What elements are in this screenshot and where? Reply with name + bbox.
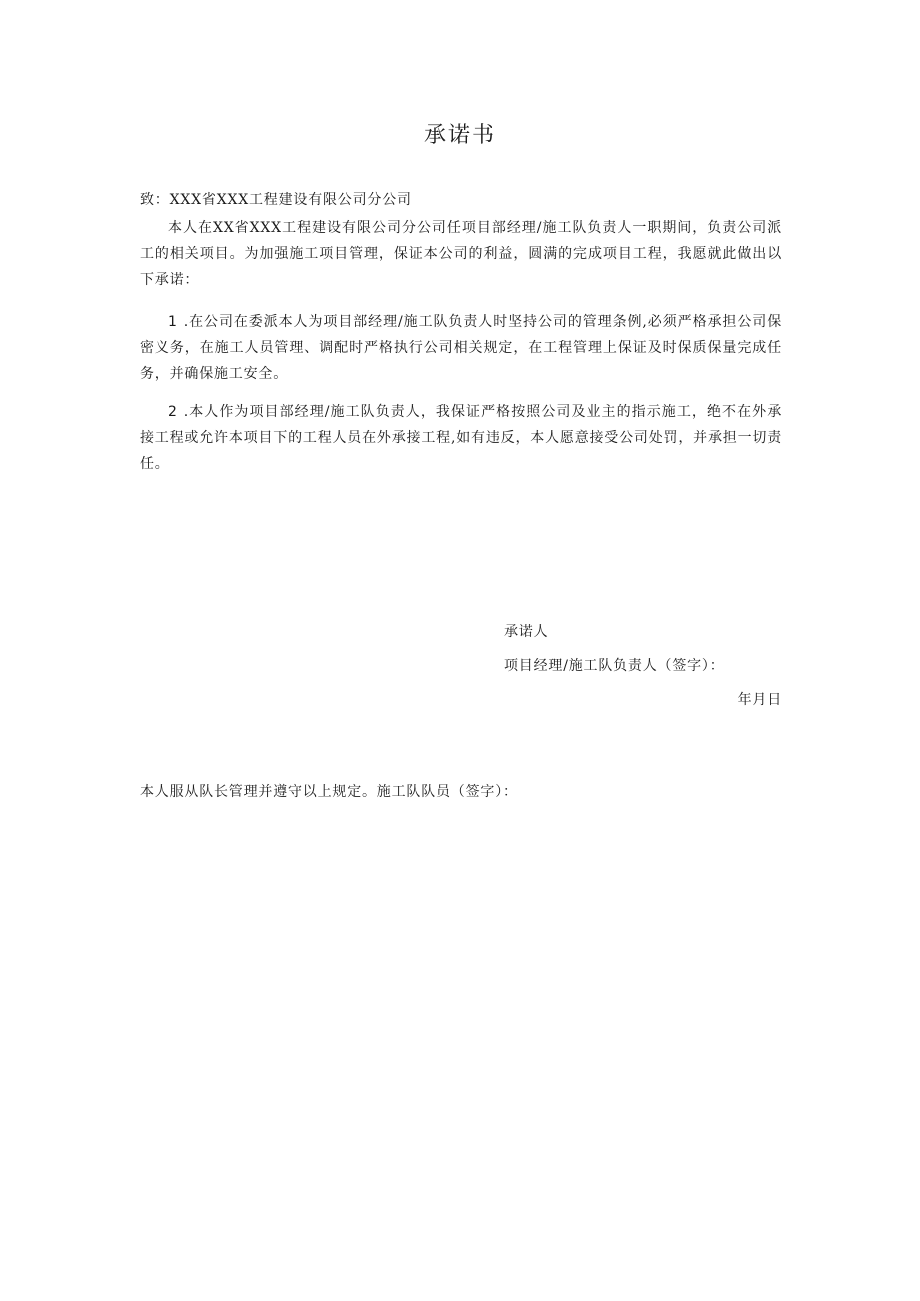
item-number: 1 <box>168 314 178 330</box>
addressee-line: 致：XXX省XXX工程建设有限公司分公司 <box>140 192 412 208</box>
commitment-item-1 <box>140 309 782 387</box>
manager-signature-label: 项目经理/施工队负责人（签字）： <box>504 658 725 674</box>
item-text: .在公司在委派本人为项目部经理/施工队负责人时坚持公司的管理条例,必须严格承担公司保密义务，在施工人员管理、调配时严格执行公司相关规定，在工程管理上保证及时保质保量完成任务，并确保施工安全。 <box>140 314 782 382</box>
commitment-item-2 <box>140 399 782 477</box>
date-label: 年月日 <box>737 692 782 708</box>
item-number: 2 <box>168 404 178 420</box>
member-statement: 本人服从队长管理并遵守以上规定。施工队队员（签字）： <box>140 784 518 800</box>
promiser-label: 承诺人 <box>504 624 549 640</box>
intro-paragraph: 本人在XX省XXX工程建设有限公司分公司任项目部经理/施工队负责人一职期间，负责公司派工的相关项目。为加强施工项目管理，保证本公司的利益，圆满的完成项目工程，我愿就此做出以下承诺： <box>140 220 782 288</box>
item-text: .本人作为项目部经理/施工队负责人，我保证严格按照公司及业主的指示施工，绝不在外承接工程或允许本项目下的工程人员在外承接工程,如有违反，本人愿意接受公司处罚，并承担一切责任。 <box>140 404 782 472</box>
document-title: 承诺书 <box>423 123 496 148</box>
